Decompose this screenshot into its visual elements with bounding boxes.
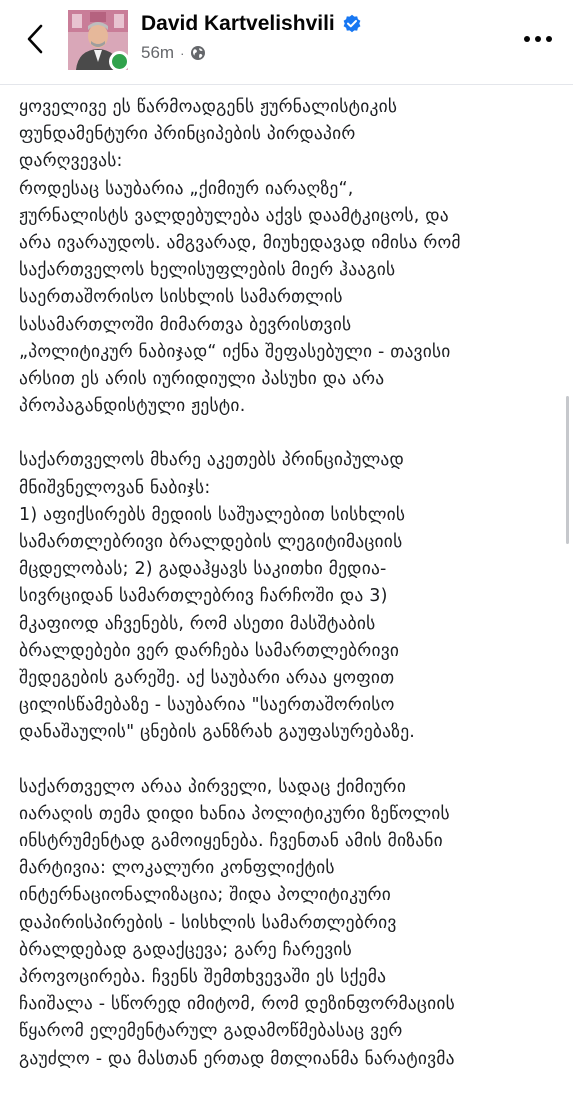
post-text-line: საქართველოს ხელისუფლების მიერ ჰააგის [19,260,396,281]
post-text-line: როდესაც საუბარია „ქიმიურ იარაღზე“, [19,178,354,199]
post-text-line: იარაღის თემა დიდი ხანია პოლიტიკური ზეწოლის [19,803,450,824]
post-text-line: მნიშვნელოვან ნაბიჯს: [19,477,211,498]
post-text-line: ინსტრუმენტად გამოიყენება. ჩვენთან ამის მიზანი [19,831,443,852]
post-text-line: 1) აფიქსირებს მედიის საშუალებით სისხლის [19,504,406,525]
post-text-line: სამართლებრივი ბრალდების ლეგიტიმაციის [19,532,403,552]
online-status-indicator [109,51,130,72]
post-header [0,0,573,85]
more-options-button[interactable] [520,26,556,52]
post-text-line: მარტივია: ლოკალური კონფლიქტის [19,858,335,879]
post-timestamp[interactable]: 56m [141,43,175,62]
post-text-line: საქართველოს მხარე აკეთებს პრინციპულად [19,450,405,471]
post-paragraph [19,774,557,1073]
meta-separator: · [180,45,185,61]
post-text [19,94,557,1100]
post-text-line: არა ივარაუდოს. ამგვარად, მიუხედავად იმისა რომ [19,232,461,253]
post-text-line: დარღვევას: [19,151,123,172]
more-horizontal-icon [523,35,553,43]
post-text-line: ინტერნაციონალიზაცია; შიდა პოლიტიკური [19,885,392,906]
post-text-line: პროპაგანდისტული ჟესტი. [19,396,246,417]
post-paragraph [19,447,557,746]
post-text-line: ცილისწამებაზე - საუბარია "საერთაშორისო [19,695,395,716]
author-name[interactable]: David Kartvelishvili [141,12,335,35]
post-text-line: ჟურნალისტს ვალდებულება აქვს დაამტკიცოს, და [19,205,449,226]
post-text-line: „პოლიტიკურ ნაბიჯად“ იქნა შეფასებული - თავისი [19,341,451,362]
post-text-line: დანაშაულის" ცნების განზრახ გაუფასურებაზე. [19,722,416,743]
post-text-line: შედეგების გარეშე. აქ საუბარი არაა ყოფით [19,667,395,688]
verified-badge-icon [342,14,362,34]
globe-icon[interactable] [190,45,206,61]
post-text-line: წყარომ ელემენტარულ გადამოწმებასაც ვერ [19,1021,403,1042]
post-text-line: მკაფიოდ აჩვენებს, რომ ასეთი მასშტაბის [19,613,376,634]
post-text-line: ფუნდამენტური პრინციპების პირდაპირ [19,124,356,145]
post-text-line: მცდელობას; 2) გადაჰყავს საკითხი მედია- [19,559,387,580]
post-text-line: დაპირისპირების - სისხლის სამართლებრივ [19,912,397,933]
post-text-line: ბრალდებად გადაქცევა; გარე ჩარევის [19,939,352,960]
back-button[interactable] [20,22,50,56]
post-text-line: ჩაიშალა - სწორედ იმიტომ, რომ დეზინფორმაციის [19,994,455,1015]
post-text-line: პროვოცირება. ჩვენს შემთხვევაში ეს სქემა [19,967,387,987]
scrollbar-thumb[interactable] [566,396,569,544]
post-text-line: გაუძლო - და მასთან ერთად მთლიანმა ნარატივმა [19,1048,455,1069]
post-paragraph [19,94,557,420]
post-text-line: ბრალდებები ვერ დარჩება სამართლებრივი [19,640,400,661]
post-text-line: არსით ეს არის იურიდიული პასუხი და არა [19,368,385,389]
post-meta [141,43,206,63]
post-text-line: საქართველო არაა პირველი, სადაც ქიმიური [19,776,407,797]
post-text-line: საერთაშორისო სისხლის სამართლის [19,287,343,308]
post-text-line: სივრციდან სამართლებრივ ჩარჩოში და 3) [19,586,388,607]
post-text-line: სასამართლოში მიმართვა ბევრისთვის [19,314,352,335]
chevron-left-icon [26,24,44,54]
post-text-line: ყოველივე ეს წარმოადგენს ჟურნალისტიკის [19,97,398,117]
